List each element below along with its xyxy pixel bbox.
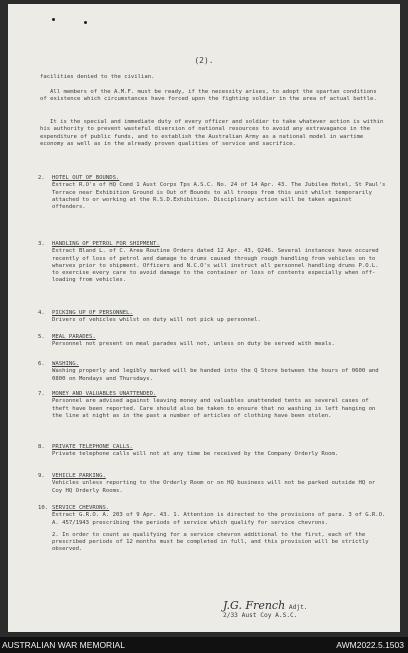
intro-paragraph-1: All members of the A.M.F. must be ready, if the necessity arises, to adopt the spartan conditions of existence which circumstances have forced upon the fighting soldier in the area of actual battle. [40,89,377,103]
handwritten-signature: J.G. French [223,599,286,612]
item-4 [38,310,388,325]
signature-block [223,599,383,620]
item-6 [38,361,388,383]
item-number: 6. [38,361,45,367]
item-8 [38,444,388,459]
carryover-paragraph: facilities denied to the civilian. [40,74,155,80]
item-text: Vehicles unless reporting to the Orderly Room or on HQ business will not be parked outside HQ or Coy HQ Orderly Rooms. [52,480,376,494]
item-heading: SERVICE CHEVRONS. [52,505,110,511]
intro-paragraph-2: It is the special and immediate duty of every officer and soldier to take whatever action is within his authority to prevent wasteful diversion of national resources to avoid any extravagance in the expenditure of public funds, and to establish the Australian Army as a national model in wartime economy as well as in the already proven qualities of service and sacrifice. [40,119,384,147]
item-text: Private telephone calls will not at any time be received by the Company Orderly Room. [52,451,339,458]
signatory-title: Adjt. [285,604,308,611]
item-3 [38,241,388,285]
item-text: 2. In order to count as qualifying for a service chevron additional to the first, each of the prescribed periods of 12 months must be completed in full, and this provision will be strictly observed. [52,531,369,553]
item-heading: PICKING UP OF PERSONNEL. [52,310,133,316]
item-9 [38,473,388,495]
item-heading: WASHING. [52,361,79,367]
item-number: 10. [38,505,49,511]
item-2 [38,175,388,211]
item-text: Drivers of vehicles whilst on duty will not pick up personnel. [52,317,261,324]
item-heading: HANDLING OF PETROL FOR SHIPMENT. [52,241,160,247]
item-number: 8. [38,444,45,450]
item-number: 9. [38,473,45,479]
page-number: (2). [194,56,214,65]
document-page [8,4,400,632]
item-text: Extract R.O's of HQ Comd 1 Aust Corps Tps A.S.C. No. 24 of 14 Apr. 43. The Jubilee Hotel, St Paul's Terrace near Exhibition Ground is Out of Bounds to all troops from this unit whilst temporarily attached to or working at the R.S.D.Exhibition. Disciplinary action will be taken against offenders. [52,182,386,211]
archive-reference: AWM2022.5.1503 [336,640,404,650]
item-number: 7. [38,391,45,397]
punch-hole-mark [84,21,87,24]
item-number: 3. [38,241,45,247]
item-text: Washing properly and legibly marked will be handed into the Q Store between the hours of 0600 and 0800 on Mondays and Thursdays. [52,368,379,382]
item-heading: HOTEL OUT OF BOUNDS. [52,175,120,181]
item-heading: VEHICLE PARKING. [52,473,106,479]
punch-hole-mark [52,18,55,21]
item-10 [38,505,388,554]
archive-footer [0,637,408,653]
item-text: Extract G.R.O. A. 203 of 9 Apr. 43. 1. Attention is directed to the provisions of para. 3 of G.R.O. A. 457/1943 prescribing the periods of service which qualify for service chevrons. [52,512,386,526]
item-heading: MEAL PARADES. [52,334,96,340]
item-text: Personnel are advised against leaving money and valuables unattended tents as several cases of theft have been reported. Care should also be taken to ensure that no washing is left hanging on the line at night as in the past a number of articles of clothing have been stolen. [52,398,376,419]
item-heading: PRIVATE TELEPHONE CALLS. [52,444,133,450]
item-number: 5. [38,334,45,340]
item-text: Personnel not present on meal parades will not, unless on duty be served with meals. [52,341,335,348]
item-text: Extract Bland L. of C. Area Routine Orders dated 12 Apr. 43, Q246. Several instances have occured recently of loss of petrol and damage to drums caused through rough handling from vehicles on to wharves prior to shipment. Officers and N.C.O's will instruct all personnel handling drums P.O.L. to exercise every care to avoid damage to the container or loss of contents especially when off-loading from vehicles. [52,248,379,284]
item-7 [38,391,388,420]
item-number: 4. [38,310,45,316]
archive-name: AUSTRALIAN WAR MEMORIAL [2,640,125,650]
signatory-unit: 2/33 Aust Coy A.S.C. [223,612,298,619]
item-number: 2. [38,175,45,181]
item-heading: MONEY AND VALUABLES UNATTENDED. [52,391,157,397]
item-5 [38,334,388,349]
